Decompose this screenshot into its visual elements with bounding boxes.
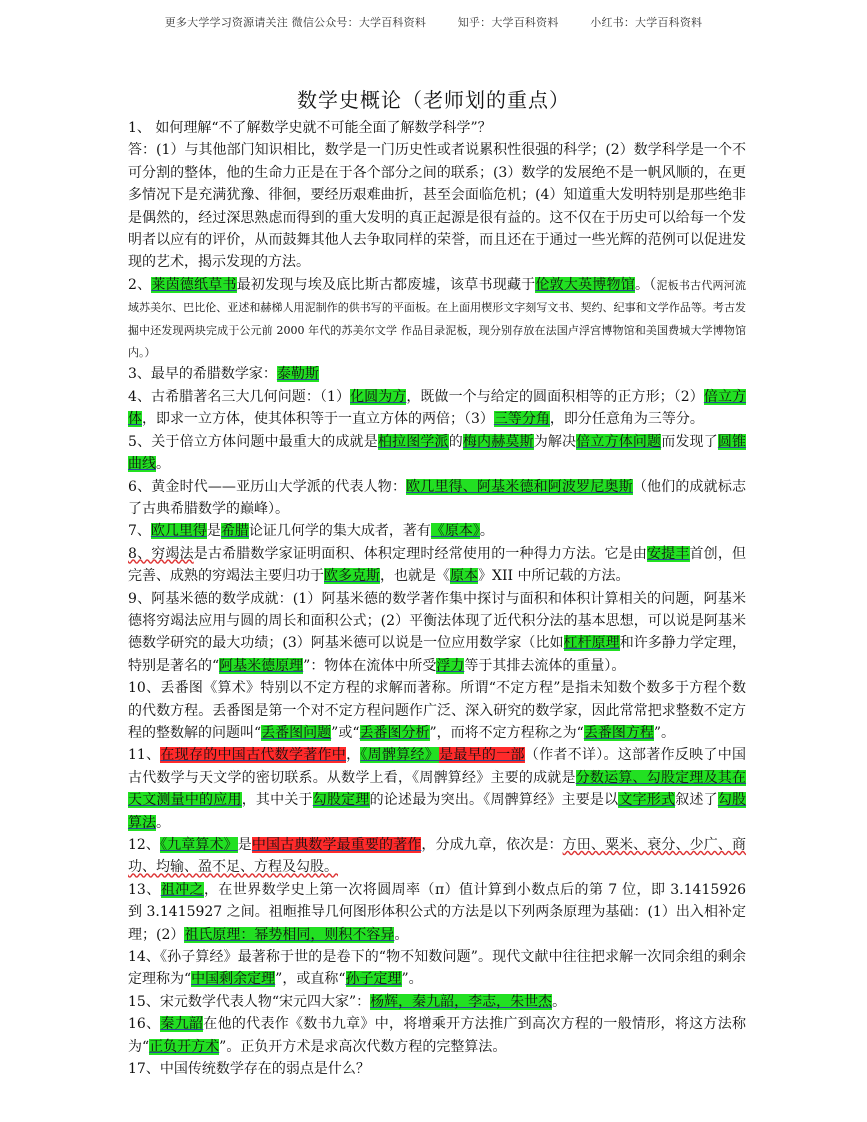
text-run: ，也就是《 — [380, 568, 450, 585]
text-run: ，既做一个与给定的圆面积相等的正方形；（2） — [406, 388, 704, 405]
text-run: ”，而将不定方程称之为“ — [429, 724, 584, 741]
text-run: （作者不详）。这部著作反映了中国古代数学与天文学的密切联系。从数学上看，《周髀算经》主要的成就是 — [128, 747, 747, 786]
green-highlight: 莱茵德纸草书 — [151, 276, 237, 293]
item-paragraph — [128, 1013, 746, 1058]
green-highlight: 丢番图分析 — [359, 724, 430, 741]
text-run: 6、黄金时代——亚历山大学派的代表人物： — [128, 478, 407, 495]
green-highlight: 梅内赫莫斯 — [462, 433, 534, 450]
text-run: 3、最早的希腊数学家： — [128, 366, 277, 383]
wavy-underline-text: 方田、粟米、衰分、少广、商功、均输、盈不足、方程及勾股。 — [128, 837, 747, 876]
text-run: 。 — [156, 456, 170, 473]
text-run: 15、宋元数学代表人物“宋元四大家”： — [128, 993, 371, 1010]
page-header — [0, 14, 867, 30]
item-paragraph — [128, 543, 746, 588]
item-paragraph — [128, 476, 746, 521]
text-run: 13、 — [128, 881, 161, 898]
text-run: ，分成九章，依次是： — [421, 837, 563, 853]
green-highlight: 分数运算、勾股定理及其在天文测量中的应用 — [128, 769, 747, 809]
green-highlight: 中国剩余定理 — [191, 971, 276, 988]
text-run: 11、 — [128, 747, 161, 764]
text-run: 12、 — [128, 837, 161, 853]
text-run: 等于其排去流体的重量）。 — [464, 657, 626, 674]
item-paragraph — [128, 588, 746, 678]
green-highlight: 安提丰 — [647, 545, 690, 562]
text-run: 5、关于倍立方体问题中最重大的成就是 — [128, 433, 378, 450]
text-run: ”。 — [653, 724, 675, 741]
text-run: 是古希腊数学家证明面积、体积定理时经常使用的一种得力方法。它是由 — [193, 545, 647, 562]
text-run: 17、中国传统数学存在的弱点是什么？ — [128, 1061, 370, 1078]
text-run: 》XII 中所记载的方法。 — [478, 568, 630, 585]
green-highlight: 丢番图方程 — [583, 724, 654, 741]
text-run: ”。正负开方术是求高次代数方程的完整算法。 — [219, 1038, 507, 1055]
text-run: ”：物体在流体中所受 — [303, 657, 437, 674]
green-highlight: 文字形式 — [618, 792, 676, 809]
text-run: 的论述最为突出。《周髀算经》主要是以 — [369, 792, 619, 809]
green-highlight: 《原本》 — [430, 523, 480, 540]
text-run: 16、 — [128, 1016, 161, 1033]
item-paragraph — [128, 139, 746, 273]
item-paragraph — [128, 520, 746, 542]
red-highlight: 中国古典数学最重要的著作 — [251, 837, 422, 853]
red-highlight: 是最早的一部 — [439, 747, 525, 764]
green-highlight: 圆锥曲线 — [128, 433, 747, 473]
header-xiaohongshu: 小红书：大学百科资料 — [590, 16, 703, 29]
green-highlight: 杨辉，秦九韶，李志，朱世杰 — [370, 993, 553, 1010]
text-run: ”。 — [401, 971, 423, 988]
text-run: 1、 如何理解“不了解数学史就不可能全面了解数学科学”？ — [128, 120, 492, 136]
green-highlight: 倍立方体问题 — [576, 433, 662, 450]
item-paragraph — [128, 946, 746, 991]
item-paragraph — [128, 1058, 746, 1080]
text-run: 而发现了 — [661, 433, 718, 450]
document-body — [128, 117, 746, 1080]
green-highlight: 希腊 — [220, 523, 249, 540]
text-run: ，即求一立方体，使其体积等于一直立方体的两倍；（3） — [142, 411, 494, 428]
green-highlight: 倍立方体 — [128, 388, 747, 428]
text-run: 首创，但完善、成熟的穷竭法主要归功于 — [128, 545, 746, 585]
green-highlight: 三等分角 — [493, 411, 550, 428]
text-run: 答：(1）与其他部门知识相比，数学是一门历史性或者说累积性很强的科学；(2）数学科学是一个不可分割的整体，他的生命力正是在于各个部分之间的联系；(3）数学的发展绝不是一帆风顺的，在更多情况下是充满犹豫、徘徊，要经历艰难曲折，甚至会面临危机；(4）知道重大发明特别是那些绝非是偶然的，经过深思熟虑而得到的重大发明的真正起源是很有益的。这不仅在于历史可以给每一个发明者以应有的评价，从而鼓舞其他人去争取同样的荣誉，而且还在于通过一些光辉的范例可以促进发现的艺术，揭示发现的方法。 — [128, 142, 746, 271]
green-highlight: 阿基米德原理 — [219, 657, 304, 674]
item-paragraph — [128, 274, 746, 364]
item-paragraph — [128, 431, 746, 476]
text-run: ”，或直称“ — [275, 971, 346, 988]
text-run: 是 — [206, 523, 221, 540]
item-paragraph — [128, 117, 746, 139]
text-run: 。（ — [634, 276, 657, 293]
text-run: 2、 — [128, 276, 152, 293]
text-run: 在他的代表作《数书九章》中，将增乘开方法推广到高次方程的一般情形，将这方法称为“ — [128, 1016, 747, 1055]
text-run: 。 — [394, 926, 409, 943]
text-run: 4、古希腊著名三大几何问题：（1） — [128, 388, 351, 405]
green-highlight: 祖氏原理：幂势相同，则积不容异 — [184, 926, 395, 943]
green-highlight: 勾股算法 — [128, 792, 747, 831]
green-highlight: 祖冲之 — [160, 881, 204, 898]
text-run: ，在世界数学史上第一次将圆周率（π）值计算到小数点后的第 7 位，即 3.1415926 到 3.1415927 之间。祖暅推导几何图形体积公式的方法是以下列两条原理为基础：(1）出入相补定理；(2） — [128, 881, 746, 943]
green-highlight: 原本 — [450, 568, 478, 585]
green-highlight: 浮力 — [436, 657, 465, 674]
header-wechat: 更多大学学习资源请关注 微信公众号：大学百科资料 — [164, 16, 427, 29]
text-run: 论证几何学的集大成者，著有 — [248, 523, 431, 540]
green-highlight: 丢番图问题 — [261, 724, 332, 741]
text-run: 。 — [552, 993, 567, 1010]
green-highlight: 伦敦大英博物馆 — [535, 276, 635, 293]
text-run: 7、 — [128, 523, 151, 540]
green-highlight: 正负开方术 — [149, 1038, 220, 1055]
text-run: 是 — [237, 837, 252, 853]
text-run: （他们的成就标志了古典希腊数学的巅峰）。 — [128, 478, 747, 517]
green-highlight: 《周髀算经》 — [360, 747, 440, 764]
text-run: 叙述了 — [675, 792, 718, 809]
text-run: ， — [346, 747, 361, 764]
item-paragraph — [128, 677, 746, 744]
green-highlight: 秦九韶 — [160, 1016, 204, 1033]
text-run: 14、《孙子算经》最著称于世的是卷下的“物不知数问题”。现代文献中往往把求解一次同余组的剩余定理称为“ — [128, 949, 746, 988]
wavy-underline-text: 8、穷竭法 — [128, 545, 194, 562]
text-run: 10、丢番图《算术》特别以不定方程的求解而著称。所谓“不定方程”是指未知数个数多于方程个数的代数方程。丢番图是第一个对不定方程问题作广泛、深入研究的数学家，因此常常把求整数不定方程的整数解的问题叫“ — [128, 680, 746, 741]
item-paragraph — [128, 879, 746, 946]
text-run: 的 — [448, 433, 463, 450]
item-paragraph — [128, 363, 746, 385]
green-highlight: 《九章算术》 — [160, 837, 238, 853]
page-title: 数学史概论（老师划的重点） — [297, 88, 570, 112]
text-run: ”或“ — [331, 724, 360, 741]
green-highlight: 化圆为方 — [350, 388, 407, 405]
text-run: 最初发现与埃及底比斯古都废墟，该草书现藏于 — [236, 276, 536, 293]
text-run: ，即分任意角为三等分。 — [549, 411, 704, 428]
text-run: ，其中关于 — [241, 792, 313, 809]
green-highlight: 孙子定理 — [345, 971, 402, 988]
green-highlight: 勾股定理 — [312, 792, 370, 809]
green-highlight: 欧几里得、阿基米德和阿波罗尼奥斯 — [406, 478, 633, 495]
text-run: 为解决 — [533, 433, 577, 450]
red-highlight: 在现存的中国古代数学著作中 — [160, 747, 347, 764]
green-highlight: 泰勒斯 — [276, 366, 319, 383]
text-run: 。 — [479, 523, 494, 540]
item-paragraph — [128, 834, 746, 879]
item-paragraph — [128, 991, 746, 1013]
text-run: 9、阿基米德的数学成就：(1）阿基米德的数学著作集中探讨与面积和体积计算相关的问题，阿基米德将穷竭法应用与圆的周长和面积公式；(2）平衡法体现了近代积分法的基本思想，可以说是阿基米德数学研究的最大功绩；(3）阿基米德可以说是一位应用数学家（比如 — [128, 590, 746, 652]
green-highlight: 杠杆原理 — [563, 635, 620, 652]
text-run: 和许多静力学定理，特别是著名的“ — [128, 635, 746, 674]
item-paragraph — [128, 386, 746, 431]
header-zhihu: 知乎：大学百科资料 — [457, 16, 559, 29]
green-highlight: 欧几里得 — [150, 523, 207, 540]
item-paragraph — [128, 744, 746, 834]
green-highlight: 欧多克斯 — [324, 568, 380, 585]
text-run: 。 — [156, 814, 170, 831]
small-note-text: 泥板书古代两河流域苏美尔、巴比伦、亚述和赫梯人用泥制作的供书写的平面板。在上面用楔形文字刻写文书、契约、纪事和文学作品等。考古发掘中还发现两块完成于公元前 2000 年代的苏美尔文学 作品目录泥板，现分别存放在法国卢浮宫博物馆和美国费城大学博物馆内。） — [128, 278, 747, 360]
green-highlight: 柏拉图学派 — [377, 433, 449, 450]
